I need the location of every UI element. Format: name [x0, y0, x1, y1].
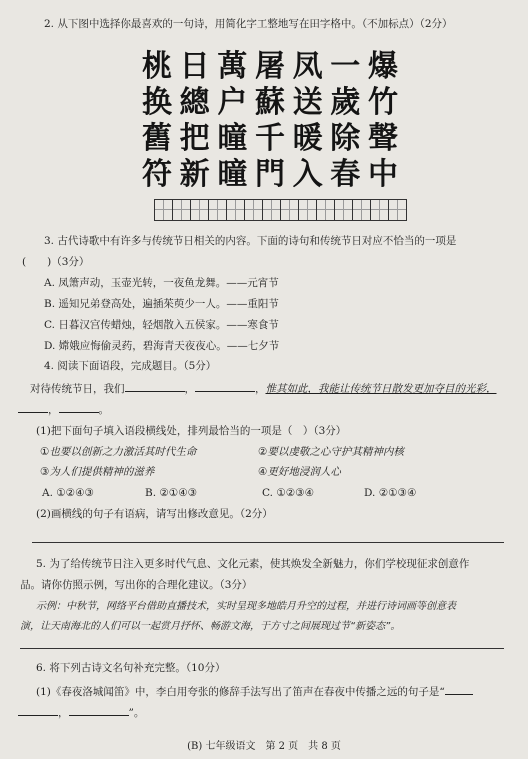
calli-char: 門 — [254, 157, 285, 192]
q4-prompt: 4. 阅读下面语段，完成题目。（5分） — [44, 360, 217, 372]
calli-char: 屠 — [254, 49, 285, 84]
grid-cell[interactable] — [209, 200, 227, 220]
calligraphy-row-2 — [140, 86, 400, 120]
page-footer: (B) 七年级语文 第 2 页 共 8 页 — [187, 741, 341, 752]
q4-passage-line2 — [18, 402, 109, 417]
grid-cell[interactable] — [155, 200, 173, 220]
calli-char: 蘇 — [254, 85, 285, 120]
grid-cell[interactable] — [371, 200, 389, 220]
q6-comma: ， — [58, 707, 69, 719]
tianzige-grid[interactable] — [154, 199, 407, 221]
calli-char: 换 — [142, 85, 172, 120]
calli-char: 歲 — [330, 85, 361, 120]
calli-char: 萬 — [217, 49, 248, 84]
q6-blank-1b[interactable] — [18, 705, 58, 716]
q4-choice-a[interactable]: A. ①②④③ — [42, 487, 94, 499]
calligraphy-row-3 — [140, 122, 400, 156]
q4-sub1: (1)把下面句子填入语段横线处，排列最恰当的一项是（ ）（3分） — [36, 425, 347, 437]
calli-char: 符 — [142, 157, 172, 192]
q4-passage-start: 对待传统节日，我们 — [30, 383, 125, 395]
q4-answer-line[interactable] — [32, 542, 504, 543]
q3-prompt: 3. 古代诗歌中有许多与传统节日相关的内容。下面的诗句和传统节日对应不恰当的一项是 — [44, 235, 457, 247]
q4-blank-4[interactable] — [59, 402, 99, 413]
grid-cell[interactable] — [263, 200, 281, 220]
q3-option-c: C. 日暮汉宫传蜡烛，轻烟散入五侯家。——寒食节 — [44, 319, 279, 331]
q2-prompt: 2. 从下图中选择你最喜欢的一句诗，用简化字工整地写在田字格中。（不加标点）（2分） — [44, 18, 453, 30]
q4-underlined-sentence: 惟其如此，我能让传统节日散发更加夺目的光彩， — [265, 383, 497, 395]
q4-choice-d[interactable]: D. ②①③④ — [364, 487, 417, 499]
calli-char: 户 — [217, 85, 248, 120]
calligraphy-row-1 — [140, 50, 400, 84]
q6-blank-1a[interactable] — [445, 684, 473, 695]
calli-char: 千 — [254, 121, 285, 156]
q4-blank-3[interactable] — [18, 402, 48, 413]
calli-char: 暖 — [292, 121, 323, 156]
grid-cell[interactable] — [317, 200, 335, 220]
q4-item-1: ①也要以创新之力激活其时代生命 — [40, 446, 197, 458]
grid-cell[interactable] — [299, 200, 317, 220]
calligraphy-row-4 — [140, 158, 400, 192]
calli-char: 入 — [292, 157, 323, 192]
q6-sub1 — [36, 684, 473, 699]
q4-sub2: (2)画横线的句子有语病，请写出修改意见。（2分） — [36, 508, 273, 520]
calli-char: 總 — [179, 85, 210, 120]
grid-cell[interactable] — [335, 200, 353, 220]
q4-period: 。 — [98, 404, 109, 416]
q3-option-b: B. 遥知兄弟登高处，遍插茱萸少一人。——重阳节 — [44, 298, 279, 310]
q3-option-a: A. 凤箫声动，玉壶光转，一夜鱼龙舞。——元宵节 — [44, 277, 279, 289]
q3-option-d: D. 嫦娥应悔偷灵药，碧海青天夜夜心。——七夕节 — [44, 340, 280, 352]
q4-blank-2[interactable] — [195, 381, 255, 392]
grid-cell[interactable] — [227, 200, 245, 220]
calli-char: 桃 — [142, 49, 172, 84]
q4-item-4: ④更好地浸润人心 — [258, 466, 341, 478]
calli-char: 舊 — [142, 121, 172, 156]
calli-char: 中 — [367, 157, 398, 192]
q6-sub1-line2 — [18, 705, 144, 720]
calli-char: 新 — [179, 157, 210, 192]
q4-passage-line1 — [30, 381, 497, 396]
q4-blank-1[interactable] — [125, 381, 185, 392]
calli-char: 一 — [330, 49, 361, 84]
grid-cell[interactable] — [191, 200, 209, 220]
calli-char: 日 — [179, 49, 210, 84]
calli-char: 爆 — [367, 49, 398, 84]
calli-char: 除 — [330, 121, 361, 156]
q5-prompt: 5. 为了给传统节日注入更多时代气息、文化元素，使其焕发全新魅力，你们学校现征求创意作 — [36, 558, 470, 570]
grid-cell[interactable] — [245, 200, 263, 220]
q5-answer-line[interactable] — [20, 648, 504, 649]
calli-char: 竹 — [367, 85, 398, 120]
calli-char: 曈 — [217, 121, 248, 156]
grid-cell[interactable] — [173, 200, 191, 220]
q5-prompt-2: 品。请你仿照示例，写出你的合理化建议。（3分） — [20, 579, 253, 591]
grid-cell[interactable] — [353, 200, 371, 220]
q4-comma: ， — [255, 383, 266, 395]
calli-char: 把 — [179, 121, 210, 156]
calli-char: 春 — [330, 157, 361, 192]
q4-choice-b[interactable]: B. ②①④③ — [145, 487, 198, 499]
calli-char: 曈 — [217, 157, 248, 192]
q6-prompt: 6. 将下列古诗文名句补充完整。（10分） — [36, 662, 226, 674]
q4-choice-c[interactable]: C. ①②③④ — [262, 487, 314, 499]
q3-bracket[interactable]: ( )（3分） — [22, 256, 90, 268]
q5-example-1: 示例：中秋节，网络平台借助直播技术，实时呈现多地皓月升空的过程，并进行诗词画等创意表 — [36, 601, 456, 612]
calli-char: 凤 — [292, 49, 323, 84]
q6-close-quote: ”。 — [128, 707, 145, 719]
calli-char: 送 — [292, 85, 323, 120]
q5-example-2: 演，让天南海北的人们可以一起赏月抒怀、畅游文海，于方寸之间展现过节“新姿态”。 — [20, 621, 401, 632]
q4-comma: ， — [48, 404, 59, 416]
grid-cell[interactable] — [389, 200, 406, 220]
calli-char: 聲 — [367, 121, 398, 156]
q6-sub1-text: (1)《春夜洛城闻笛》中，李白用夸张的修辞手法写出了笛声在春夜中传播之远的句子是“ — [36, 686, 445, 698]
q4-item-3: ③为人们提供精神的滋养 — [40, 466, 155, 478]
grid-cell[interactable] — [281, 200, 299, 220]
q6-blank-2[interactable] — [69, 705, 129, 716]
q4-comma: ， — [184, 383, 195, 395]
q4-item-2: ②要以虔敬之心守护其精神内核 — [258, 446, 404, 458]
